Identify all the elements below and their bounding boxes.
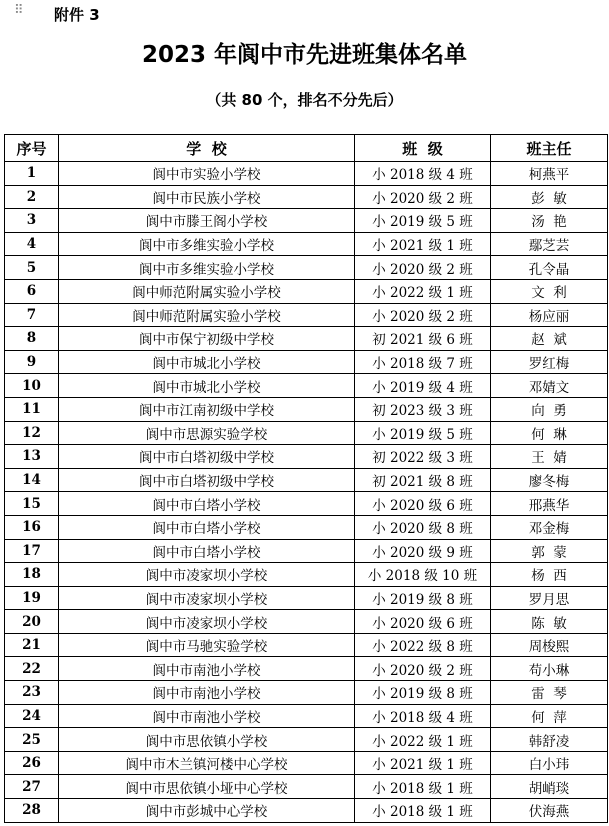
head-teacher-cell: 韩舒凌 — [491, 728, 608, 752]
row-number-cell: 9 — [5, 350, 59, 374]
row-number-cell: 27 — [5, 775, 59, 799]
class-name-cell: 小 2019 级 5 班 — [355, 209, 491, 233]
row-number-cell: 14 — [5, 468, 59, 492]
table-row — [5, 657, 608, 681]
school-name-cell: 阆中市白塔初级中学校 — [59, 445, 355, 469]
row-number-cell: 21 — [5, 633, 59, 657]
head-teacher-cell: 周梭熙 — [491, 633, 608, 657]
class-name-cell: 初 2021 级 8 班 — [355, 468, 491, 492]
row-number-cell: 2 — [5, 185, 59, 209]
class-name-cell: 小 2020 级 6 班 — [355, 610, 491, 634]
head-teacher-cell: 柯燕平 — [491, 162, 608, 186]
class-name-cell: 小 2019 级 4 班 — [355, 374, 491, 398]
class-name-cell: 小 2021 级 1 班 — [355, 232, 491, 256]
class-name-cell: 小 2018 级 4 班 — [355, 162, 491, 186]
table-row — [5, 350, 608, 374]
head-teacher-cell: 伏海燕 — [491, 799, 608, 823]
school-name-cell: 阆中市凌家坝小学校 — [59, 563, 355, 587]
head-teacher-cell: 彭 敏 — [491, 185, 608, 209]
row-number-cell: 13 — [5, 445, 59, 469]
school-name-cell: 阆中市白塔小学校 — [59, 539, 355, 563]
school-name-cell: 阆中市凌家坝小学校 — [59, 610, 355, 634]
school-name-cell: 阆中市凌家坝小学校 — [59, 586, 355, 610]
school-name-cell: 阆中市马驰实验学校 — [59, 633, 355, 657]
head-teacher-cell: 陈 敏 — [491, 610, 608, 634]
head-teacher-cell: 汤 艳 — [491, 209, 608, 233]
row-number-cell: 25 — [5, 728, 59, 752]
head-teacher-cell: 杨应丽 — [491, 303, 608, 327]
row-number-cell: 15 — [5, 492, 59, 516]
class-name-cell: 小 2018 级 1 班 — [355, 799, 491, 823]
class-name-cell: 小 2022 级 1 班 — [355, 279, 491, 303]
table-row — [5, 162, 608, 186]
row-number-cell: 24 — [5, 704, 59, 728]
table-body — [5, 162, 608, 823]
row-number-cell: 4 — [5, 232, 59, 256]
row-number-cell: 16 — [5, 515, 59, 539]
head-teacher-cell: 邓婧文 — [491, 374, 608, 398]
school-name-cell: 阆中市思依镇小学校 — [59, 728, 355, 752]
row-number-cell: 26 — [5, 751, 59, 775]
class-name-cell: 小 2018 级 10 班 — [355, 563, 491, 587]
page-subtitle: （共 80 个，排名不分先后） — [206, 91, 403, 109]
head-teacher-cell: 杨 西 — [491, 563, 608, 587]
class-name-cell: 小 2018 级 7 班 — [355, 350, 491, 374]
head-teacher-cell: 孔令晶 — [491, 256, 608, 280]
school-name-cell: 阆中市白塔小学校 — [59, 515, 355, 539]
class-name-cell: 小 2019 级 8 班 — [355, 586, 491, 610]
table-row — [5, 374, 608, 398]
row-number-cell: 22 — [5, 657, 59, 681]
attachment-label: 附件 3 — [54, 6, 100, 24]
head-teacher-cell: 邓金梅 — [491, 515, 608, 539]
school-name-cell: 阆中市思依镇小垭中心学校 — [59, 775, 355, 799]
column-header-class: 班 级 — [355, 135, 491, 162]
class-name-cell: 小 2020 级 6 班 — [355, 492, 491, 516]
class-name-cell: 小 2019 级 8 班 — [355, 681, 491, 705]
head-teacher-cell: 向 勇 — [491, 397, 608, 421]
row-number-cell: 18 — [5, 563, 59, 587]
class-name-cell: 小 2020 级 9 班 — [355, 539, 491, 563]
school-name-cell: 阆中市彭城中心学校 — [59, 799, 355, 823]
table-row — [5, 633, 608, 657]
table-row — [5, 421, 608, 445]
row-number-cell: 5 — [5, 256, 59, 280]
table-row — [5, 327, 608, 351]
table-row — [5, 751, 608, 775]
class-name-cell: 小 2020 级 8 班 — [355, 515, 491, 539]
head-teacher-cell: 苟小琳 — [491, 657, 608, 681]
row-number-cell: 23 — [5, 681, 59, 705]
school-name-cell: 阆中市南池小学校 — [59, 681, 355, 705]
class-name-cell: 小 2020 级 2 班 — [355, 185, 491, 209]
school-name-cell: 阆中市白塔初级中学校 — [59, 468, 355, 492]
row-number-cell: 3 — [5, 209, 59, 233]
column-header-number: 序号 — [5, 135, 59, 162]
head-teacher-cell: 鄢芝芸 — [491, 232, 608, 256]
row-number-cell: 6 — [5, 279, 59, 303]
head-teacher-cell: 赵 斌 — [491, 327, 608, 351]
class-name-cell: 初 2021 级 6 班 — [355, 327, 491, 351]
table-row — [5, 209, 608, 233]
class-name-cell: 小 2021 级 1 班 — [355, 751, 491, 775]
table-row — [5, 492, 608, 516]
class-name-cell: 小 2019 级 5 班 — [355, 421, 491, 445]
school-name-cell: 阆中市民族小学校 — [59, 185, 355, 209]
column-header-teacher: 班主任 — [491, 135, 608, 162]
class-name-cell: 小 2018 级 1 班 — [355, 775, 491, 799]
class-name-cell: 小 2020 级 2 班 — [355, 303, 491, 327]
row-number-cell: 10 — [5, 374, 59, 398]
school-name-cell: 阆中市木兰镇河楼中心学校 — [59, 751, 355, 775]
table-header-row — [5, 135, 608, 162]
class-roster-table — [4, 134, 608, 823]
class-name-cell: 小 2020 级 2 班 — [355, 256, 491, 280]
table-row — [5, 704, 608, 728]
head-teacher-cell: 何 萍 — [491, 704, 608, 728]
table-row — [5, 539, 608, 563]
head-teacher-cell: 雷 琴 — [491, 681, 608, 705]
table-row — [5, 303, 608, 327]
table-row — [5, 799, 608, 823]
table-row — [5, 610, 608, 634]
row-number-cell: 11 — [5, 397, 59, 421]
row-number-cell: 1 — [5, 162, 59, 186]
row-number-cell: 8 — [5, 327, 59, 351]
table-row — [5, 515, 608, 539]
drag-handle-icon[interactable]: ⠿ — [14, 3, 25, 18]
school-name-cell: 阆中市多维实验小学校 — [59, 232, 355, 256]
class-name-cell: 小 2018 级 4 班 — [355, 704, 491, 728]
school-name-cell: 阆中市南池小学校 — [59, 704, 355, 728]
row-number-cell: 7 — [5, 303, 59, 327]
table-row — [5, 185, 608, 209]
row-number-cell: 12 — [5, 421, 59, 445]
class-name-cell: 初 2023 级 3 班 — [355, 397, 491, 421]
class-name-cell: 小 2022 级 8 班 — [355, 633, 491, 657]
table-row — [5, 445, 608, 469]
school-name-cell: 阆中市滕王阁小学校 — [59, 209, 355, 233]
head-teacher-cell: 白小玮 — [491, 751, 608, 775]
table-row — [5, 468, 608, 492]
table-row — [5, 681, 608, 705]
school-name-cell: 阆中市城北小学校 — [59, 350, 355, 374]
head-teacher-cell: 罗月思 — [491, 586, 608, 610]
class-name-cell: 初 2022 级 3 班 — [355, 445, 491, 469]
class-name-cell: 小 2022 级 1 班 — [355, 728, 491, 752]
table-row — [5, 397, 608, 421]
school-name-cell: 阆中市保宁初级中学校 — [59, 327, 355, 351]
table-row — [5, 279, 608, 303]
head-teacher-cell: 王 婧 — [491, 445, 608, 469]
school-name-cell: 阆中市江南初级中学校 — [59, 397, 355, 421]
row-number-cell: 17 — [5, 539, 59, 563]
table-row — [5, 775, 608, 799]
school-name-cell: 阆中市白塔小学校 — [59, 492, 355, 516]
head-teacher-cell: 罗红梅 — [491, 350, 608, 374]
head-teacher-cell: 文 利 — [491, 279, 608, 303]
school-name-cell: 阆中市多维实验小学校 — [59, 256, 355, 280]
column-header-school: 学 校 — [59, 135, 355, 162]
school-name-cell: 阆中市思源实验学校 — [59, 421, 355, 445]
head-teacher-cell: 廖冬梅 — [491, 468, 608, 492]
table-row — [5, 232, 608, 256]
head-teacher-cell: 胡峭琰 — [491, 775, 608, 799]
row-number-cell: 19 — [5, 586, 59, 610]
head-teacher-cell: 何 琳 — [491, 421, 608, 445]
class-name-cell: 小 2020 级 2 班 — [355, 657, 491, 681]
head-teacher-cell: 邢燕华 — [491, 492, 608, 516]
school-name-cell: 阆中市城北小学校 — [59, 374, 355, 398]
school-name-cell: 阆中师范附属实验小学校 — [59, 279, 355, 303]
table-row — [5, 563, 608, 587]
school-name-cell: 阆中师范附属实验小学校 — [59, 303, 355, 327]
table-row — [5, 728, 608, 752]
table-row — [5, 256, 608, 280]
row-number-cell: 28 — [5, 799, 59, 823]
row-number-cell: 20 — [5, 610, 59, 634]
page-title: 2023 年阆中市先进班集体名单 — [141, 42, 468, 68]
school-name-cell: 阆中市实验小学校 — [59, 162, 355, 186]
head-teacher-cell: 郭 蒙 — [491, 539, 608, 563]
table-row — [5, 586, 608, 610]
school-name-cell: 阆中市南池小学校 — [59, 657, 355, 681]
